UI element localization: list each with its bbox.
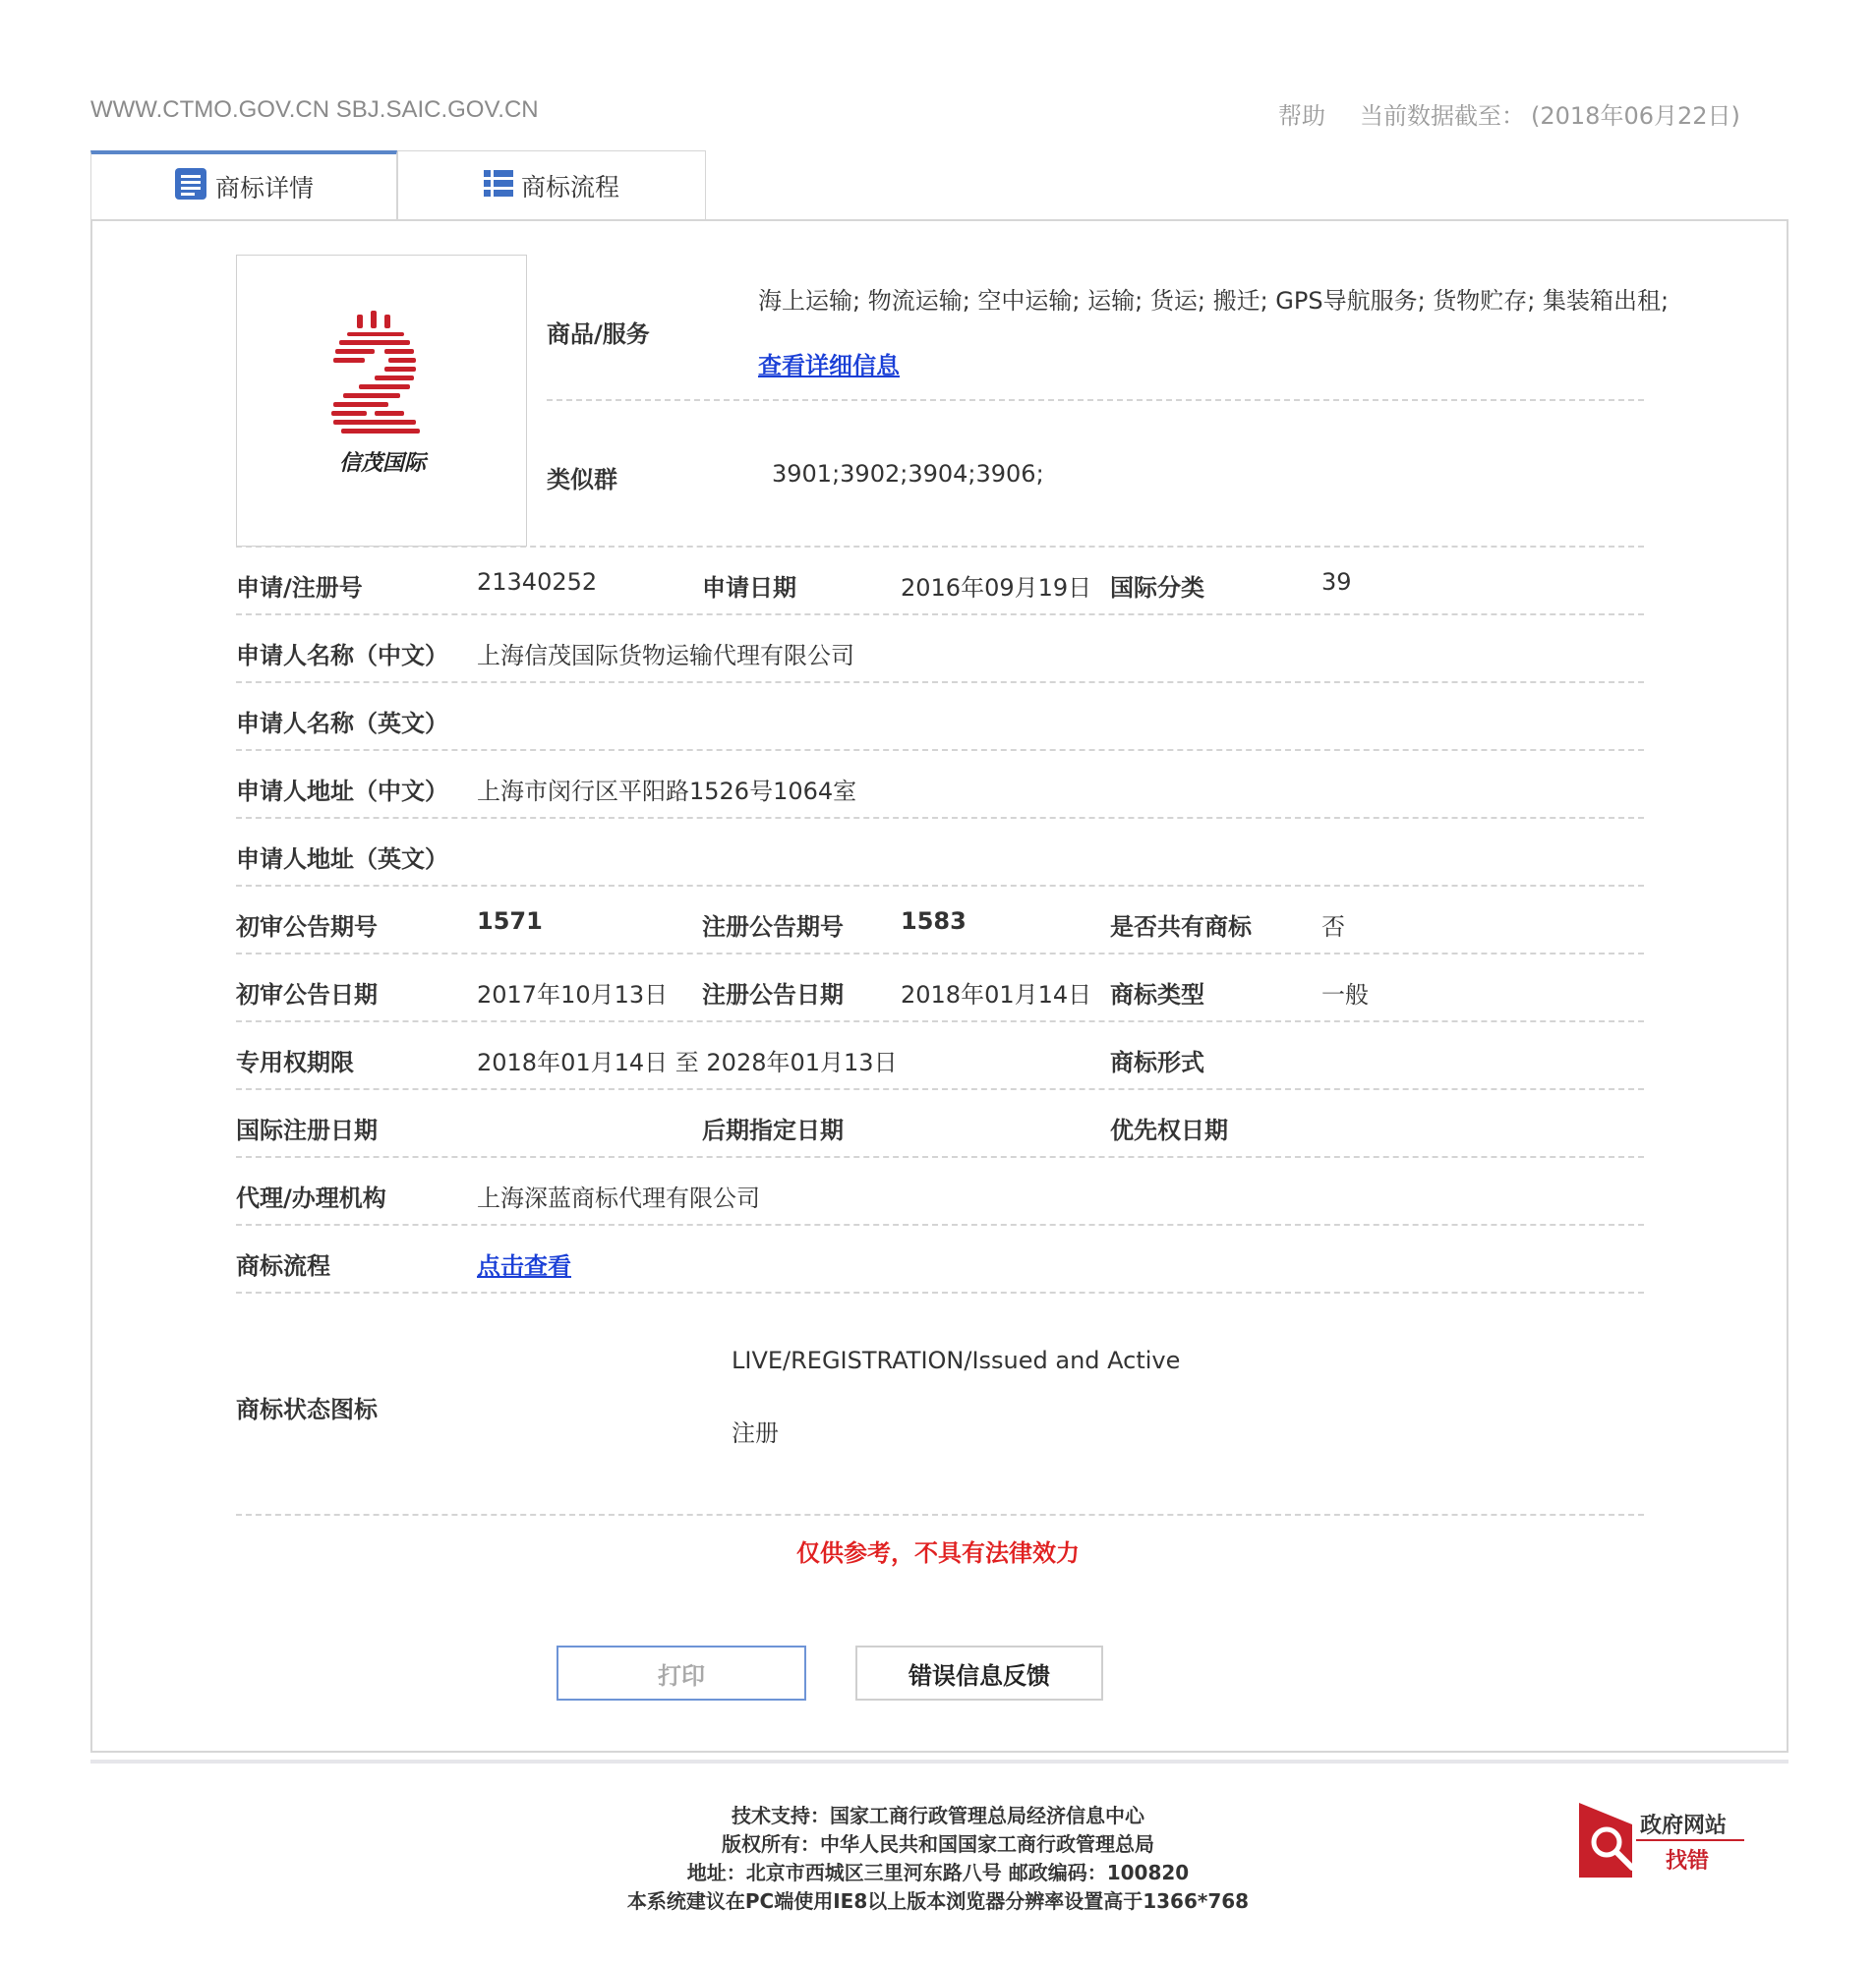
as-of-date: (2018年06月22日) <box>1531 102 1740 130</box>
data-as-of <box>1360 96 1740 131</box>
divider <box>236 885 1644 887</box>
help-link[interactable]: 帮助 <box>1278 102 1325 130</box>
footer-copyright: 版权所有：中华人民共和国国家工商行政管理总局 <box>722 1832 1154 1856</box>
document-list-icon <box>174 167 207 206</box>
divider <box>236 1020 1644 1022</box>
tm-flow-label: 商标流程 <box>236 1252 330 1280</box>
reg-ann-no-label: 注册公告期号 <box>702 913 844 941</box>
tm-type-label: 商标类型 <box>1110 981 1204 1009</box>
shared-tm-label: 是否共有商标 <box>1110 913 1252 941</box>
intl-reg-date-label: 国际注册日期 <box>236 1117 378 1144</box>
prelim-date-value: 2017年10月13日 <box>477 981 669 1009</box>
reg-ann-no-value: 1583 <box>901 907 967 935</box>
tm-flow-link[interactable]: 点击查看 <box>477 1252 571 1280</box>
tab-trademark-detail[interactable] <box>90 150 397 219</box>
divider <box>236 749 1644 751</box>
tm-status-cn: 注册 <box>732 1419 779 1447</box>
app-date-label: 申请日期 <box>702 574 796 602</box>
as-of-label: 当前数据截至： <box>1360 102 1525 130</box>
footer-divider <box>90 1760 1788 1764</box>
similar-group-label: 类似群 <box>547 466 617 493</box>
applicant-addr-en-label: 申请人地址（英文） <box>236 845 448 873</box>
trademark-logo-graphic <box>237 256 528 548</box>
error-feedback-button[interactable]: 错误信息反馈 <box>855 1646 1103 1701</box>
tm-form-label: 商标形式 <box>1110 1049 1204 1076</box>
tm-type-value: 一般 <box>1321 981 1369 1009</box>
app-date-value: 2016年09月19日 <box>901 574 1092 602</box>
applicant-addr-cn-label: 申请人地址（中文） <box>236 778 448 805</box>
gov-badge-line2: 找错 <box>1666 1849 1710 1874</box>
trademark-image <box>236 255 527 547</box>
disclaimer: 仅供参考，不具有法律效力 <box>796 1539 1080 1567</box>
applicant-addr-cn-value: 上海市闵行区平阳路1526号1064室 <box>477 778 857 805</box>
reg-no-label: 申请/注册号 <box>236 574 363 602</box>
prelim-no-label: 初审公告期号 <box>236 913 378 941</box>
agent-value: 上海深蓝商标代理有限公司 <box>477 1185 760 1212</box>
similar-group-value: 3901;3902;3904;3906; <box>772 460 1044 488</box>
footer-browser-note: 本系统建议在PC端使用IE8以上版本浏览器分辨率设置高于1366*768 <box>626 1889 1250 1913</box>
goods-value: 海上运输; 物流运输; 空中运输; 运输; 货运; 搬迁; GPS导航服务; 货物贮存; 集装箱出租; <box>758 287 1670 315</box>
reg-ann-date-label: 注册公告日期 <box>702 981 844 1009</box>
divider <box>236 546 1644 548</box>
logo-text: 信茂国际 <box>338 451 427 476</box>
divider <box>236 681 1644 683</box>
divider <box>236 1088 1644 1090</box>
divider <box>236 817 1644 819</box>
gov-badge-line1: 政府网站 <box>1640 1814 1728 1838</box>
exclusive-period-value: 2018年01月14日 至 2028年01月13日 <box>477 1049 898 1076</box>
priority-date-label: 优先权日期 <box>1110 1117 1228 1144</box>
footer-tech-support: 技术支持：国家工商行政管理总局经济信息中心 <box>732 1804 1144 1827</box>
applicant-name-cn-label: 申请人名称（中文） <box>236 642 448 669</box>
applicant-name-en-label: 申请人名称（英文） <box>236 710 448 737</box>
site-urls: WWW.CTMO.GOV.CN SBJ.SAIC.GOV.CN <box>90 96 539 123</box>
agent-label: 代理/办理机构 <box>236 1185 386 1212</box>
prelim-date-label: 初审公告日期 <box>236 981 378 1009</box>
tm-status-label: 商标状态图标 <box>236 1396 378 1423</box>
divider <box>236 1514 1644 1516</box>
divider <box>236 1156 1644 1158</box>
reg-no-value: 21340252 <box>477 568 598 596</box>
divider <box>236 953 1644 954</box>
reg-ann-date-value: 2018年01月14日 <box>901 981 1092 1009</box>
goods-label: 商品/服务 <box>547 320 650 348</box>
divider <box>236 613 1644 615</box>
print-button[interactable]: 打印 <box>557 1646 806 1701</box>
intl-class-label: 国际分类 <box>1110 574 1204 602</box>
applicant-name-cn-value: 上海信茂国际货物运输代理有限公司 <box>477 642 854 669</box>
tab-trademark-flow[interactable] <box>397 150 706 219</box>
goods-detail-link[interactable]: 查看详细信息 <box>758 352 900 379</box>
divider <box>547 399 1644 401</box>
divider <box>236 1224 1644 1226</box>
later-designation-date-label: 后期指定日期 <box>702 1117 844 1144</box>
prelim-no-value: 1571 <box>477 907 543 935</box>
intl-class-value: 39 <box>1321 568 1352 596</box>
tab-detail-label: 商标详情 <box>214 174 314 202</box>
list-icon <box>484 169 513 202</box>
footer-address: 地址：北京市西城区三里河东路八号 邮政编码：100820 <box>686 1861 1190 1884</box>
magnifier-icon <box>1577 1801 1744 1879</box>
tab-flow-label: 商标流程 <box>520 172 619 202</box>
exclusive-period-label: 专用权期限 <box>236 1049 354 1076</box>
divider <box>236 1292 1644 1294</box>
shared-tm-value: 否 <box>1321 913 1345 941</box>
gov-site-error-report-badge[interactable] <box>1577 1801 1744 1879</box>
tm-status-en: LIVE/REGISTRATION/Issued and Active <box>732 1347 1181 1374</box>
